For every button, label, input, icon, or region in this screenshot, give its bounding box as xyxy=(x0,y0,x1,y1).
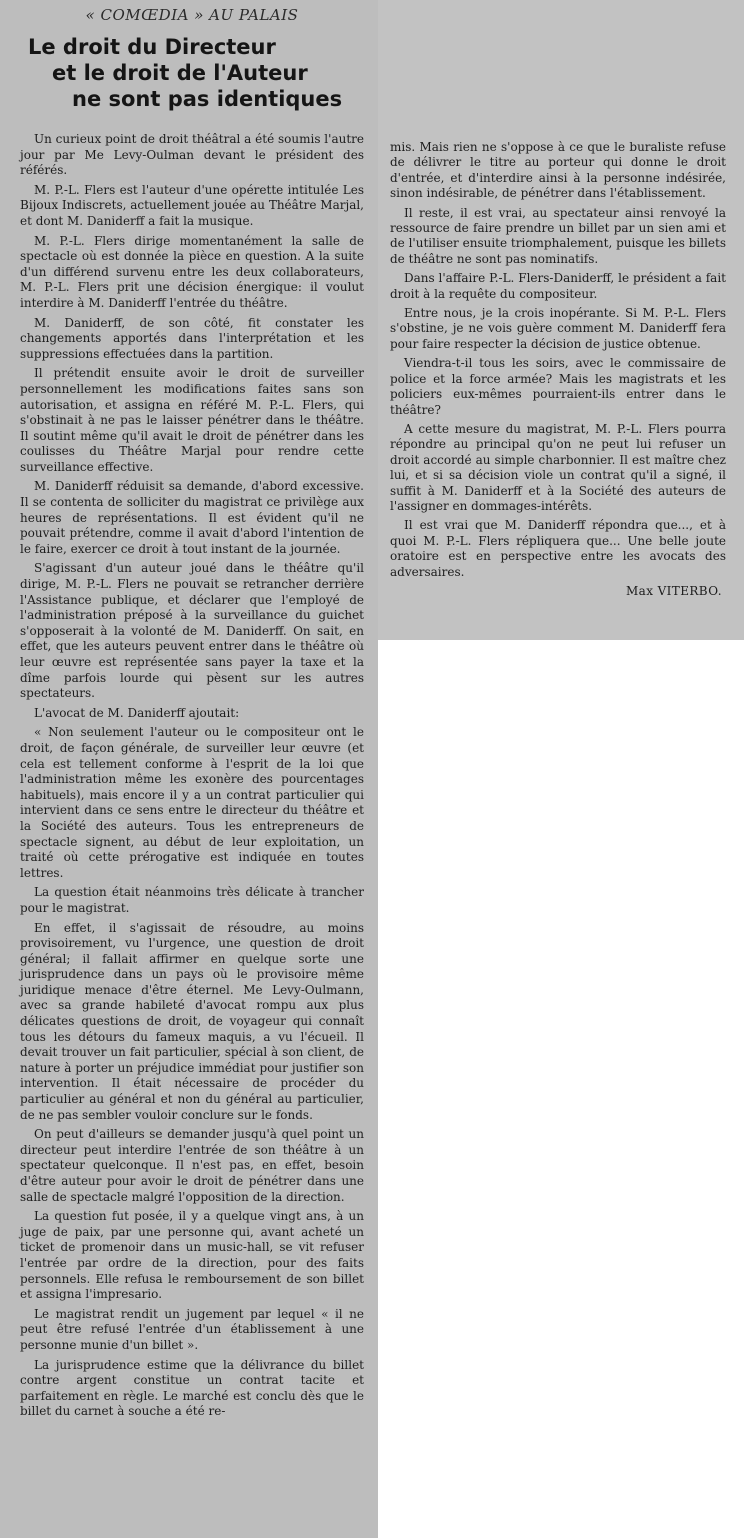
paragraph: Il est vrai que M. Daniderff répondra que..., et à quoi M. P.-L. Flers répliquera que... Une belle joute oratoire est en perspective entre les avocats des adversaires. xyxy=(390,518,726,579)
headline-line-1: Le droit du Directeur xyxy=(28,35,276,59)
article-headline xyxy=(20,34,364,112)
paragraph: La question était néanmoins très délicate à trancher pour le magistrat. xyxy=(20,885,364,915)
paragraph: Un curieux point de droit théâtral a été soumis l'autre jour par Me Levy-Oulman devant le président des référés. xyxy=(20,132,364,178)
paragraph: La question fut posée, il y a quelque vingt ans, à un juge de paix, par une personne qui, avant acheté un ticket de promenoir dans un music-hall, se vit refuser l'entrée par ordre de la direction, pour des faits personnels. Elle refusa le remboursement de son billet et assigna l'impresario. xyxy=(20,1209,364,1302)
paragraph: M. P.-L. Flers est l'auteur d'une opérette intitulée Les Bijoux Indiscrets, actuellement jouée au Théâtre Marjal, et dont M. Daniderff a fait la musique. xyxy=(20,182,364,228)
article-column-right xyxy=(378,0,744,640)
paragraph: M. Daniderff, de son côté, fit constater les changements apportés dans l'interprétation et les suppressions effectuées dans la partition. xyxy=(20,315,364,361)
headline-line-2: et le droit de l'Auteur xyxy=(52,61,308,85)
paragraph: Il prétendit ensuite avoir le droit de surveiller personnellement les modifications faites sans son autorisation, et assigna en référé M. P.-L. Flers, qui s'obstinait à ne pas le laisser pénétrer dans le théâtre. Il soutint même qu'il avait le droit de pénétrer dans les coulisses du Théâtre Marjal pour rendre cette surveillance effective. xyxy=(20,366,364,474)
paragraph: S'agissant d'un auteur joué dans le théâtre qu'il dirige, M. P.-L. Flers ne pouvait se retrancher derrière l'Assistance publique, et déclarer que l'employé de l'administration préposé à la surveillance du guichet s'opposerait à la volonté de M. Daniderff. On sait, en effet, que les auteurs peuvent entrer dans le théâtre où leur œuvre est représentée sans payer la taxe et la dîme parfois lourde qui pèsent sur les autres spectateurs. xyxy=(20,561,364,701)
article-kicker: « COMŒDIA » AU PALAIS xyxy=(85,6,299,24)
paragraph: mis. Mais rien ne s'oppose à ce que le buraliste refuse de délivrer le titre au porteur qui donne le droit d'entrée, et d'interdire ainsi à la personne indésirée, sinon indésirable, de pénétrer dans l'établissement. xyxy=(390,140,726,201)
paragraph: On peut d'ailleurs se demander jusqu'à quel point un directeur peut interdire l'entrée de son théâtre à un spectateur quelconque. Il n'est pas, en effet, besoin d'être auteur pour avoir le droit de pénétrer dans une salle de spectacle malgré l'opposition de la direction. xyxy=(20,1127,364,1204)
paragraph: Dans l'affaire P.-L. Flers-Daniderff, le président a fait droit à la requête du compositeur. xyxy=(390,271,726,301)
paragraph: La jurisprudence estime que la délivrance du billet contre argent constitue un contrat tacite et parfaitement en règle. Le marché est conclu dès que le billet du carnet à souche a été re- xyxy=(20,1357,364,1419)
paragraph: L'avocat de M. Daniderff ajoutait: xyxy=(34,705,240,720)
paragraph: Le magistrat rendit un jugement par lequel « il ne peut être refusé l'entrée d'un établissement à une personne munie d'un billet ». xyxy=(20,1306,364,1352)
paragraph: Il reste, il est vrai, au spectateur ainsi renvoyé la ressource de faire prendre un billet par un sien ami et de l'utiliser ensuite triomphalement, puisque les billets de théâtre ne sont pas nominatifs. xyxy=(390,205,726,266)
paragraph: Viendra-t-il tous les soirs, avec le commissaire de police et la force armée? Mais les magistrats et les policiers eux-mêmes pourraient-ils entrer dans le théâtre? xyxy=(390,356,726,417)
paragraph: Entre nous, je la crois inopérante. Si M. P.-L. Flers s'obstine, je ne vois guère comment M. Daniderff fera pour faire respecter la décision de justice obtenue. xyxy=(390,306,726,351)
paragraph: M. P.-L. Flers dirige momentanément la salle de spectacle où est donnée la pièce en question. A la suite d'un différend survenu entre les deux collaborateurs, M. P.-L. Flers prit une décision énergique: il voulut interdire à M. Daniderff l'entrée du théâtre. xyxy=(20,233,364,310)
paragraph: A cette mesure du magistrat, M. P.-L. Flers pourra répondre au principal qu'on ne peut lui refuser un droit accordé au simple charbonnier. Il est maître chez lui, et si sa décision viole un contrat qu'il a signé, il suffit à M. Daniderff et à la Société des auteurs de l'assigner en dommages-intérêts. xyxy=(390,421,726,513)
paragraph: « Non seulement l'auteur ou le compositeur ont le droit, de façon générale, de surveiller leur œuvre (et cela est tellement conforme à l'esprit de la loi que l'administration même les exonère des pourcentages habituels), mais encore il y a un contrat particulier qui intervient dans ce sens entre le directeur du théâtre et la Société des auteurs. Tous les entrepreneurs de spectacle signent, au début de leur exploitation, un traité où cette prérogative est indiquée en toutes lettres. xyxy=(20,725,364,880)
headline-line-3: ne sont pas identiques xyxy=(72,87,343,111)
paragraph: M. Daniderff réduisit sa demande, d'abord excessive. Il se contenta de solliciter du magistrat ce privilège aux heures de représentations. Il est évident qu'il ne pouvait prétendre, comme il avait d'abord l'intention de le faire, exercer ce droit à tout instant de la journée. xyxy=(20,479,364,556)
author-signature: Max VITERBO. xyxy=(625,583,722,598)
paragraph: En effet, il s'agissait de résoudre, au moins provisoirement, vu l'urgence, une question de droit général; il fallait affirmer en quelque sorte une jurisprudence dans un pays où le provisoire même juridique menace d'être éternel. Me Levy-Oulmann, avec sa grande habileté d'avocat rompu aux plus délicates questions de droit, de voyageur qui connaît tous les détours du fameux maquis, a vu l'écueil. Il devait trouver un fait particulier, spécial à son client, de nature à porter un préjudice immédiat pour justifier son intervention. Il était nécessaire de procéder du particulier au général et non du général au particulier, de ne pas sembler vouloir conclure sur le fonds. xyxy=(20,920,364,1122)
